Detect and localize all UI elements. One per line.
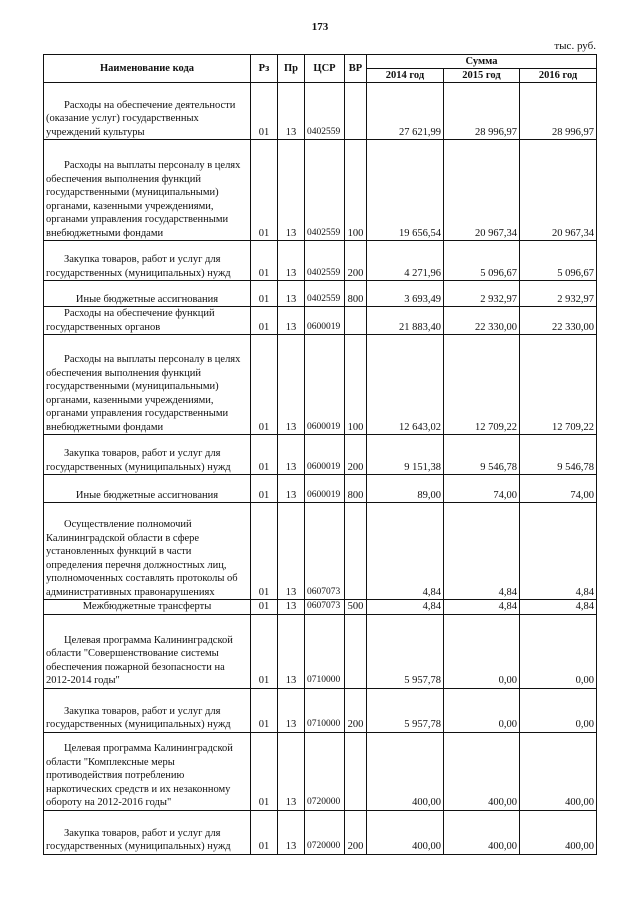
- row-2014: 4,84: [367, 600, 444, 615]
- row-2015: 74,00: [444, 475, 520, 503]
- row-name: Закупка товаров, работ и услуг для государственных (муниципальных) нужд: [44, 241, 251, 281]
- row-csr: 0600019: [305, 335, 345, 435]
- row-vr: [345, 307, 367, 335]
- row-name: Целевая программа Калининградской области "Комплексные меры противодействия потреблению наркотических средств и их незаконному обороту на 2012-2016 годы": [44, 732, 251, 810]
- row-name: Иные бюджетные ассигнования: [44, 475, 251, 503]
- row-2014: 400,00: [367, 732, 444, 810]
- table-row: [44, 732, 597, 810]
- row-pr: 13: [278, 688, 305, 732]
- row-2014: 12 643,02: [367, 335, 444, 435]
- table-row: [44, 241, 597, 281]
- table-row: [44, 307, 597, 335]
- row-csr: 0710000: [305, 614, 345, 688]
- row-csr: 0600019: [305, 475, 345, 503]
- page-number: 173: [311, 21, 329, 33]
- row-name: Закупка товаров, работ и услуг для государственных (муниципальных) нужд: [44, 435, 251, 475]
- row-pr: 13: [278, 281, 305, 307]
- row-rz: 01: [251, 503, 278, 600]
- table-row: [44, 435, 597, 475]
- row-vr: 200: [345, 241, 367, 281]
- table-row: [44, 614, 597, 688]
- row-rz: 01: [251, 475, 278, 503]
- budget-table: [43, 54, 597, 855]
- table-row: [44, 475, 597, 503]
- row-name: Расходы на выплаты персоналу в целях обеспечения выполнения функций государственными (муниципальными) органами, казенными учреждениями, органами управления государственными внебюджетными фондами: [44, 335, 251, 435]
- row-2014: 27 621,99: [367, 83, 444, 140]
- row-pr: 13: [278, 503, 305, 600]
- row-vr: [345, 614, 367, 688]
- row-2015: 0,00: [444, 614, 520, 688]
- table-row: [44, 281, 597, 307]
- row-2016: 22 330,00: [520, 307, 597, 335]
- row-csr: 0720000: [305, 810, 345, 854]
- row-2014: 400,00: [367, 810, 444, 854]
- row-2014: 9 151,38: [367, 435, 444, 475]
- row-csr: 0402559: [305, 140, 345, 241]
- row-2014: 19 656,54: [367, 140, 444, 241]
- row-2016: 5 096,67: [520, 241, 597, 281]
- row-vr: 200: [345, 810, 367, 854]
- row-name: Закупка товаров, работ и услуг для государственных (муниципальных) нужд: [44, 810, 251, 854]
- row-name: Расходы на обеспечение функций государственных органов: [44, 307, 251, 335]
- header-sum: Сумма: [367, 55, 597, 69]
- row-name: Расходы на обеспечение деятельности (оказание услуг) государственных учреждений культуры: [44, 83, 251, 140]
- row-2015: 28 996,97: [444, 83, 520, 140]
- row-2016: 74,00: [520, 475, 597, 503]
- row-2016: 400,00: [520, 810, 597, 854]
- row-2016: 9 546,78: [520, 435, 597, 475]
- row-rz: 01: [251, 435, 278, 475]
- row-rz: 01: [251, 83, 278, 140]
- row-name: Осуществление полномочий Калининградской области в сфере установленных функций в части определения перечня должностных лиц, уполномоченных составлять протоколы об административных правонарушениях: [44, 503, 251, 600]
- row-2015: 20 967,34: [444, 140, 520, 241]
- row-csr: 0402559: [305, 83, 345, 140]
- header-pr: Пр: [278, 55, 305, 83]
- row-2015: 12 709,22: [444, 335, 520, 435]
- row-name: Иные бюджетные ассигнования: [44, 281, 251, 307]
- row-csr: 0607073: [305, 600, 345, 615]
- row-vr: 100: [345, 335, 367, 435]
- row-vr: [345, 83, 367, 140]
- row-pr: 13: [278, 83, 305, 140]
- table-row: [44, 810, 597, 854]
- row-rz: 01: [251, 241, 278, 281]
- row-2014: 21 883,40: [367, 307, 444, 335]
- header-vr: ВР: [345, 55, 367, 83]
- row-pr: 13: [278, 475, 305, 503]
- row-2015: 2 932,97: [444, 281, 520, 307]
- row-vr: 800: [345, 475, 367, 503]
- header-year-2014: 2014 год: [367, 69, 444, 83]
- row-2015: 4,84: [444, 503, 520, 600]
- row-rz: 01: [251, 810, 278, 854]
- header-year-2015: 2015 год: [444, 69, 520, 83]
- row-2016: 400,00: [520, 732, 597, 810]
- table-row: [44, 503, 597, 600]
- row-pr: 13: [278, 241, 305, 281]
- row-vr: 200: [345, 688, 367, 732]
- row-2015: 22 330,00: [444, 307, 520, 335]
- row-2015: 5 096,67: [444, 241, 520, 281]
- row-2016: 2 932,97: [520, 281, 597, 307]
- header-year-2016: 2016 год: [520, 69, 597, 83]
- row-vr: [345, 503, 367, 600]
- row-2016: 28 996,97: [520, 83, 597, 140]
- row-2014: 5 957,78: [367, 614, 444, 688]
- row-rz: 01: [251, 614, 278, 688]
- table-row: [44, 140, 597, 241]
- row-name: Закупка товаров, работ и услуг для государственных (муниципальных) нужд: [44, 688, 251, 732]
- header-rz: Рз: [251, 55, 278, 83]
- row-csr: 0607073: [305, 503, 345, 600]
- row-rz: 01: [251, 688, 278, 732]
- row-2014: 5 957,78: [367, 688, 444, 732]
- row-pr: 13: [278, 600, 305, 615]
- row-csr: 0710000: [305, 688, 345, 732]
- row-pr: 13: [278, 614, 305, 688]
- row-2016: 4,84: [520, 503, 597, 600]
- row-2014: 4 271,96: [367, 241, 444, 281]
- row-2014: 4,84: [367, 503, 444, 600]
- row-2015: 400,00: [444, 732, 520, 810]
- row-2016: 0,00: [520, 688, 597, 732]
- header-csr: ЦСР: [305, 55, 345, 83]
- row-csr: 0600019: [305, 307, 345, 335]
- row-pr: 13: [278, 335, 305, 435]
- row-pr: 13: [278, 810, 305, 854]
- row-csr: 0402559: [305, 241, 345, 281]
- row-2015: 4,84: [444, 600, 520, 615]
- row-rz: 01: [251, 307, 278, 335]
- row-name: Расходы на выплаты персоналу в целях обеспечения выполнения функций государственными (муниципальными) органами, казенными учреждениями, органами управления государственными внебюджетными фондами: [44, 140, 251, 241]
- row-rz: 01: [251, 600, 278, 615]
- row-rz: 01: [251, 140, 278, 241]
- table-row: [44, 688, 597, 732]
- table-row: [44, 600, 597, 615]
- row-pr: 13: [278, 140, 305, 241]
- row-2016: 12 709,22: [520, 335, 597, 435]
- row-2014: 3 693,49: [367, 281, 444, 307]
- table-row: [44, 83, 597, 140]
- table-row: [44, 335, 597, 435]
- row-rz: 01: [251, 281, 278, 307]
- row-name: Целевая программа Калининградской области "Совершенствование системы обеспечения пожарной безопасности на 2012-2014 годы": [44, 614, 251, 688]
- row-pr: 13: [278, 435, 305, 475]
- row-csr: 0402559: [305, 281, 345, 307]
- row-2016: 4,84: [520, 600, 597, 615]
- row-2014: 89,00: [367, 475, 444, 503]
- row-2016: 20 967,34: [520, 140, 597, 241]
- row-csr: 0720000: [305, 732, 345, 810]
- row-rz: 01: [251, 335, 278, 435]
- row-vr: 800: [345, 281, 367, 307]
- header-name: Наименование кода: [44, 55, 251, 83]
- row-pr: 13: [278, 732, 305, 810]
- row-2015: 0,00: [444, 688, 520, 732]
- row-vr: 500: [345, 600, 367, 615]
- row-2015: 400,00: [444, 810, 520, 854]
- row-vr: [345, 732, 367, 810]
- units-label: тыс. руб.: [554, 40, 596, 52]
- row-vr: 100: [345, 140, 367, 241]
- row-csr: 0600019: [305, 435, 345, 475]
- row-pr: 13: [278, 307, 305, 335]
- row-vr: 200: [345, 435, 367, 475]
- row-rz: 01: [251, 732, 278, 810]
- row-name: Межбюджетные трансферты: [44, 600, 251, 615]
- row-2015: 9 546,78: [444, 435, 520, 475]
- row-2016: 0,00: [520, 614, 597, 688]
